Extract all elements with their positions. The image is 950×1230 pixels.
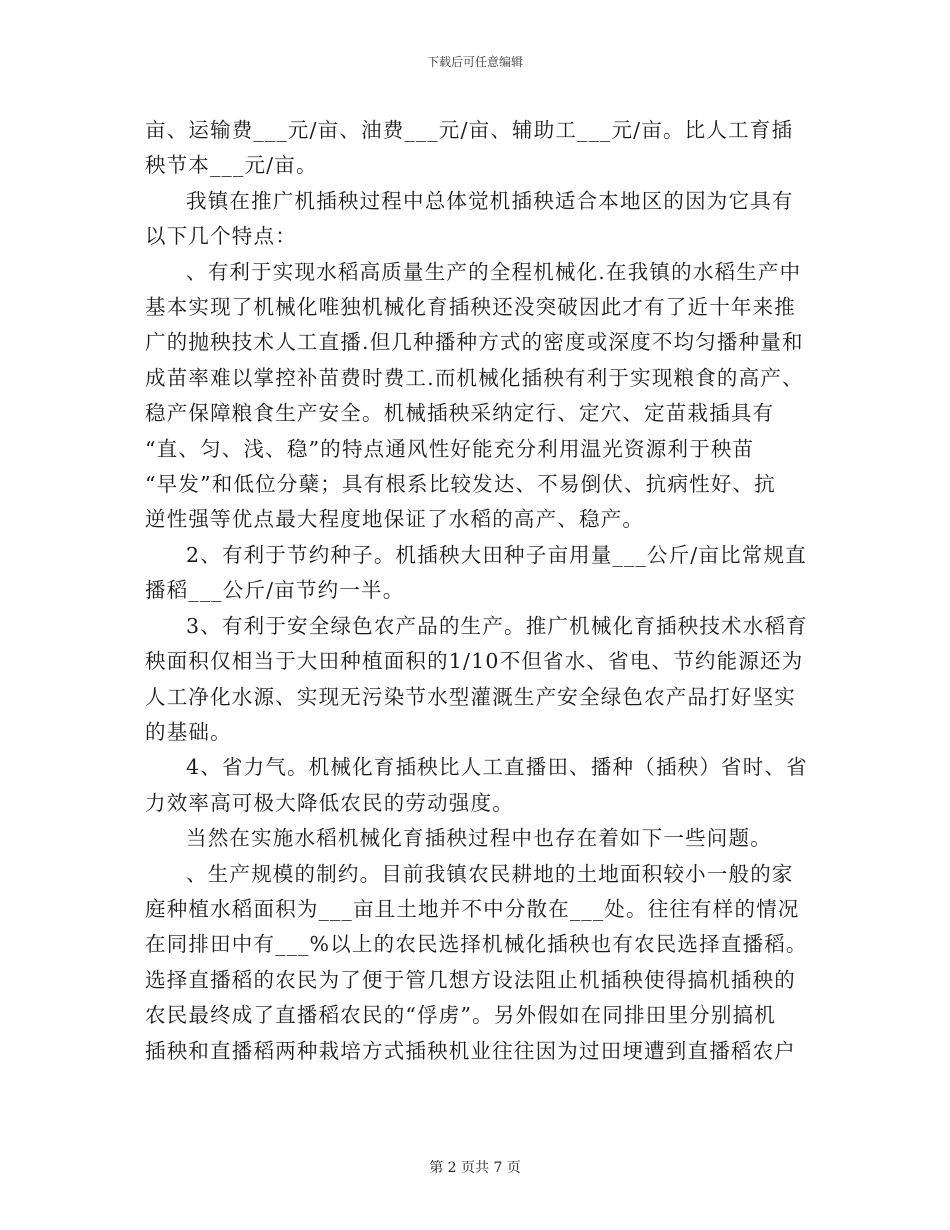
text-line: 力效率高可极大降低农民的劳动强度。 xyxy=(145,790,514,815)
text-line: 成苗率难以掌控补苗费时费工.而机械化插秧有利于实现粮食的高产、 xyxy=(145,365,804,390)
text-line: 亩、运输费___元/亩、油费___元/亩、辅助工___元/亩。比人工育插 xyxy=(145,118,794,142)
document-body xyxy=(145,113,810,1069)
paragraph-point-2 xyxy=(145,538,810,609)
text-line: 在同排田中有___%以上的农民选择机械化插秧也有农民选择直播稻。 xyxy=(145,932,808,957)
text-line: 我镇在推广机插秧过程中总体觉机插秧适合本地区的因为它具有 xyxy=(186,188,794,213)
text-line: 选择直播稻的农民为了便于管几想方设法阻止机插秧使得搞机插秧的 xyxy=(145,967,796,992)
text-line: 以下几个特点： xyxy=(145,224,297,249)
paragraph-problems-intro xyxy=(145,821,810,856)
page-header: 下载后可任意编辑 xyxy=(426,55,523,69)
text-line: 3、有利于安全绿色农产品的生产。推广机械化育插秧技术水稻育 xyxy=(186,613,808,638)
text-line: 秧节本___元/亩。 xyxy=(145,153,318,178)
text-line: 4、省力气。机械化育插秧比人工直播田、播种（插秧）省时、省 xyxy=(186,755,808,780)
text-line: 基本实现了机械化唯独机械化育插秧还没突破因此才有了近十年来推 xyxy=(145,295,796,320)
text-line: 的基础。 xyxy=(145,719,232,744)
text-line: 广的抛秧技术人工直播.但几种播种方式的密度或深度不均匀播种量和 xyxy=(145,330,804,355)
text-line: 人工净化水源、实现无污染节水型灌溉生产安全绿色农产品打好坚实 xyxy=(145,684,796,709)
text-line: 当然在实施水稻机械化育插秧过程中也存在着如下一些问题。 xyxy=(186,826,772,851)
text-line: 2、有利于节约种子。机插秧大田种子亩用量___公斤/亩比常规直 xyxy=(186,542,807,567)
text-line: 秧面积仅相当于大田种植面积的1/10不但省水、省电、节约能源还为 xyxy=(145,649,804,674)
text-line: 、有利于实现水稻高质量生产的全程机械化.在我镇的水稻生产中 xyxy=(186,259,802,284)
paragraph-problem-1 xyxy=(145,857,810,1069)
text-line: 播稻___公斤/亩节约一半。 xyxy=(145,578,405,603)
page-footer: 第 2 页共 7 页 xyxy=(429,1160,521,1176)
text-line: 稳产保障粮食生产安全。机械插秧采纳定行、定穴、定苗栽插具有 xyxy=(145,401,775,426)
paragraph-intro xyxy=(145,184,810,255)
paragraph-costs xyxy=(145,113,810,184)
text-line: “早发”和低位分蘖；具有根系比较发达、不易倒伏、抗病性好、抗 xyxy=(145,472,776,497)
paragraph-point-4 xyxy=(145,750,810,821)
text-line: 庭种植水稻面积为___亩且土地并不中分散在___处。往往有样的情况 xyxy=(145,896,800,921)
text-line: 农民最终成了直播稻农民的“俘虏”。另外假如在同排田里分别搞机 xyxy=(145,1003,776,1028)
paragraph-point-1 xyxy=(145,255,810,538)
paragraph-point-3 xyxy=(145,609,810,751)
text-line: 、生产规模的制约。目前我镇农民耕地的土地面积较小一般的家 xyxy=(186,861,794,886)
text-line: 插秧和直播稻两种栽培方式插秧机业往往因为过田埂遭到直播稻农户 xyxy=(145,1038,796,1063)
text-line: 逆性强等优点最大程度地保证了水稻的高产、稳产。 xyxy=(145,507,645,532)
text-line: “直、匀、浅、稳”的特点通风性好能充分利用温光资源利于秧苗 xyxy=(145,436,755,461)
